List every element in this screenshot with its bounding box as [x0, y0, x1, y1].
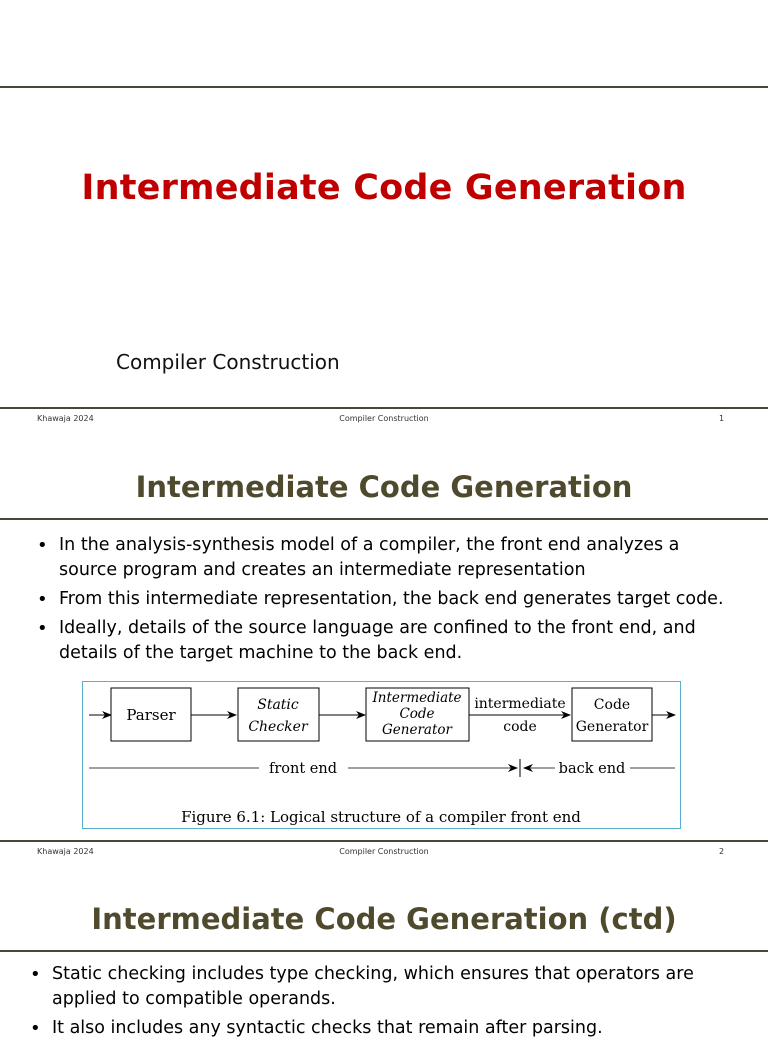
slide2-footer-center: Compiler Construction [339, 847, 429, 856]
icg-label-3: Generator [382, 722, 452, 738]
parser-label: Parser [126, 706, 176, 724]
icg-label-1: Intermediate [372, 690, 462, 706]
slide2-title: Intermediate Code Generation [135, 470, 633, 504]
code-generator-label-2: Generator [575, 719, 649, 735]
figure-caption: Figure 6.1: Logical structure of a compiler front end [181, 808, 581, 826]
icg-label-2: Code [399, 706, 435, 722]
slide1-footer-center: Compiler Construction [339, 414, 429, 423]
compiler-front-end-figure [82, 681, 681, 829]
bullet-item: • Ideally, details of the source language are confined to the front end, and details of the target machine to the back end. [37, 616, 727, 666]
static-checker-label-1: Static [257, 697, 299, 713]
edge-label-intermediate: intermediate [474, 696, 566, 712]
slide2-footer-left: Khawaja 2024 [37, 847, 94, 856]
back-end-label: back end [558, 761, 626, 777]
slide1-footer-left: Khawaja 2024 [37, 414, 94, 423]
slide1-subtitle: Compiler Construction [116, 350, 340, 374]
bullet-item: • It also includes any syntactic checks that remain after parsing. [30, 1016, 740, 1041]
slide1-title: Intermediate Code Generation [81, 168, 687, 208]
bullet-item: • Static checking includes type checking, which ensures that operators are applied to compatible operands. [30, 962, 740, 1012]
compiler-pipeline-diagram [83, 682, 680, 828]
slide2-page-number: 2 [719, 847, 725, 856]
slide3-title: Intermediate Code Generation (ctd) [91, 902, 677, 936]
slide2-bottom-rule [0, 840, 768, 842]
bullet-item: • In the analysis-synthesis model of a compiler, the front end analyzes a source program and creates an intermediate representation [37, 533, 727, 583]
edge-label-code: code [503, 719, 537, 735]
slide2-bullet-list [37, 533, 727, 670]
slide3-title-rule [0, 950, 768, 952]
slide3-bullet-list [30, 962, 740, 1045]
code-generator-label-1: Code [593, 697, 631, 713]
slide1-top-rule [0, 86, 768, 88]
slide2-title-rule [0, 518, 768, 520]
front-end-label: front end [268, 761, 338, 777]
slide1-page-number: 1 [719, 414, 725, 423]
slide1-bottom-rule [0, 407, 768, 409]
static-checker-label-2: Checker [248, 719, 308, 735]
bullet-item: • From this intermediate representation, the back end generates target code. [37, 587, 727, 612]
